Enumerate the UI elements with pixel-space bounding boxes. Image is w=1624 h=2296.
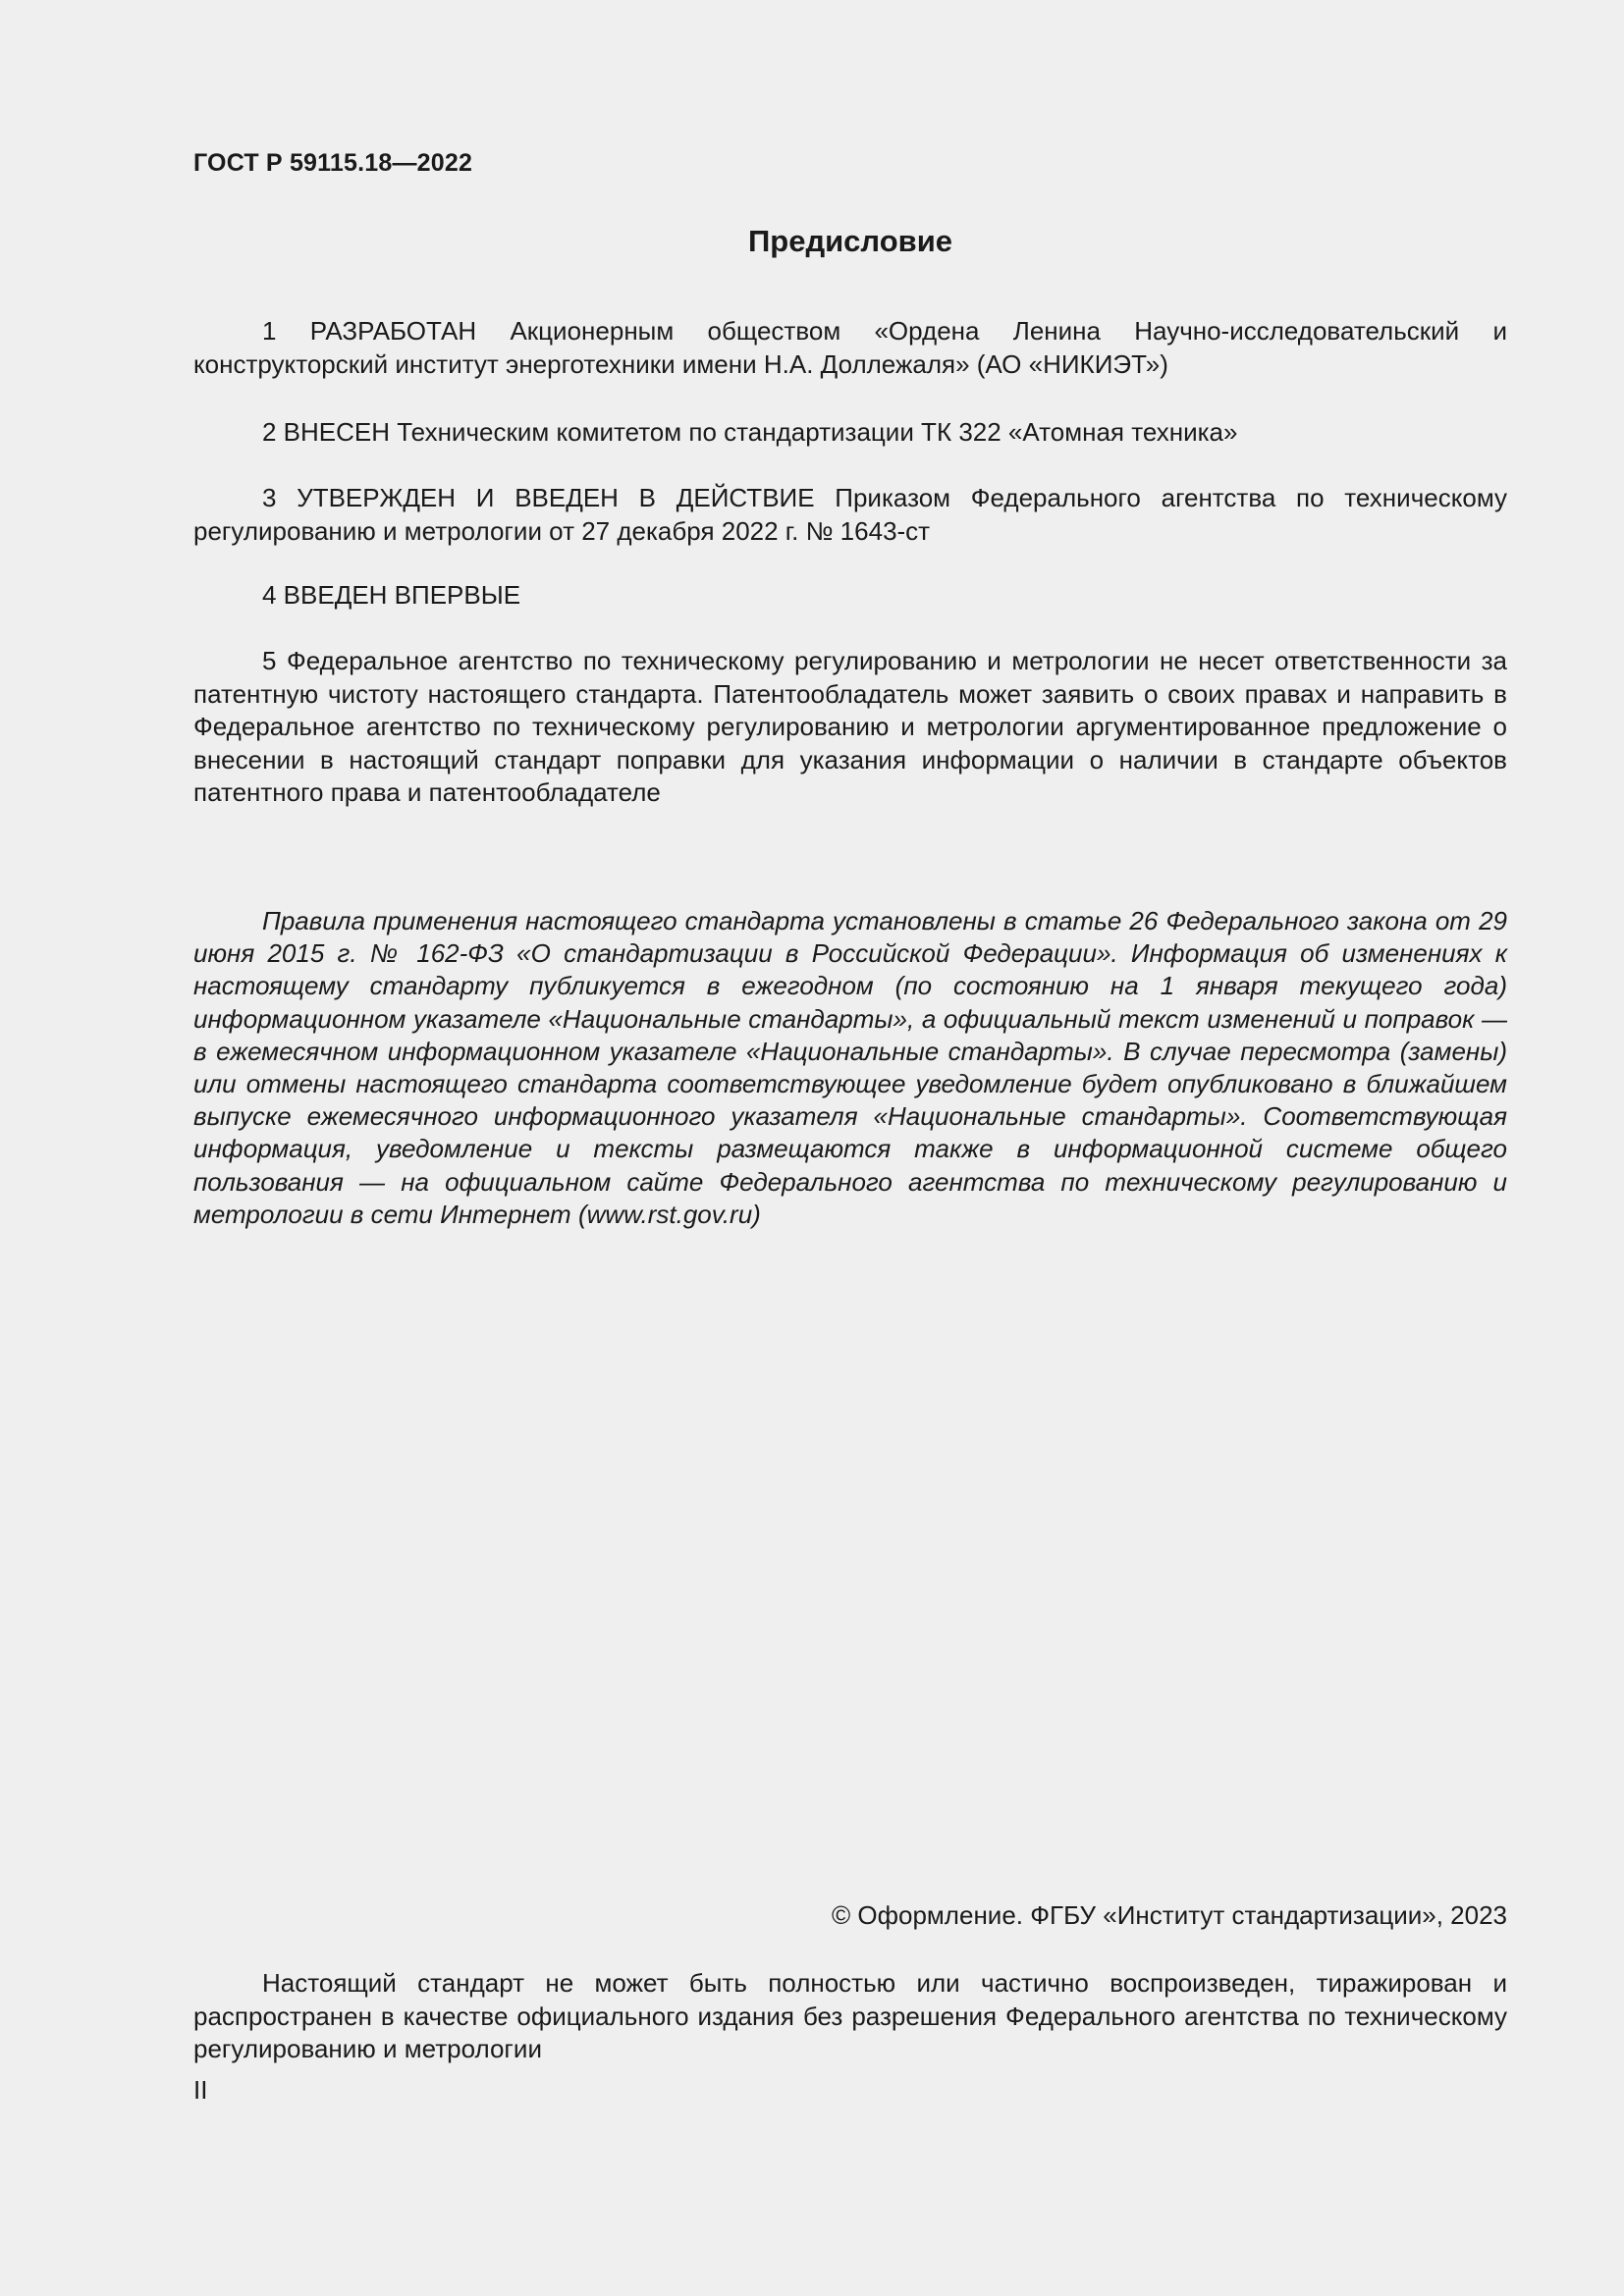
paragraph-developed: 1 РАЗРАБОТАН Акционерным обществом «Ордена Ленина Научно-исследовательский и конструкторский институт энерготехники имени Н.А. Доллежаля» (АО «НИКИЭТ») xyxy=(193,316,1507,379)
paragraph-patent: 5 Федеральное агентство по техническому регулированию и метрологии не несет ответственности за патентную чистоту настоящего стандарта. Патентообладатель может заявить о своих правах и направить в Федеральное агентство по техническому регулированию и метрологии аргументированное предложение о внесении в настоящий стандарт поправки для указания информации о наличии в стандарте объектов патентного права и патентообладателе xyxy=(193,646,1507,807)
paragraph-introduced: 2 ВНЕСЕН Техническим комитетом по стандартизации ТК 322 «Атомная техника» xyxy=(262,417,1238,447)
page-number: II xyxy=(193,2075,208,2105)
copyright-line: © Оформление. ФГБУ «Институт стандартизации», 2023 xyxy=(832,1900,1507,1930)
rules-of-application-note: Правила применения настоящего стандарта установлены в статье 26 Федерального закона от 29 июня 2015 г. № 162-ФЗ «О стандартизации в Российской Федерации». Информация об изменениях к настоящему стандарту публикуется в ежегодном (по состоянию на 1 января текущего года) информационном указателе «Национальные стандарты», а официальный текст изменений и поправок — в ежемесячном информационном указателе «Национальные стандарты». В случае пересмотра (замены) или отмены настоящего стандарта соответствующее уведомление будет опубликовано в ближайшем выпуске ежемесячного информационного указателя «Национальные стандарты». Соответствующая информация, уведомление и тексты размещаются также в информационной системе общего пользования — на официальном сайте Федерального агентства по техническому регулированию и метрологии в сети Интернет (www.rst.gov.ru) xyxy=(193,906,1507,1229)
paragraph-approved: 3 УТВЕРЖДЕН И ВВЕДЕН В ДЕЙСТВИЕ Приказом Федерального агентства по техническому регулированию и метрологии от 27 декабря 2022 г. № 1643-ст xyxy=(193,483,1507,546)
paragraph-first-introduced: 4 ВВЕДЕН ВПЕРВЫЕ xyxy=(262,580,521,610)
reproduction-notice: Настоящий стандарт не может быть полностью или частично воспроизведен, тиражирован и распространен в качестве официального издания без разрешения Федерального агентства по техническому регулированию и метрологии xyxy=(193,1968,1507,2063)
document-page xyxy=(193,0,1507,2296)
document-code: ГОСТ Р 59115.18—2022 xyxy=(193,149,473,177)
section-title: Предисловие xyxy=(747,224,952,258)
